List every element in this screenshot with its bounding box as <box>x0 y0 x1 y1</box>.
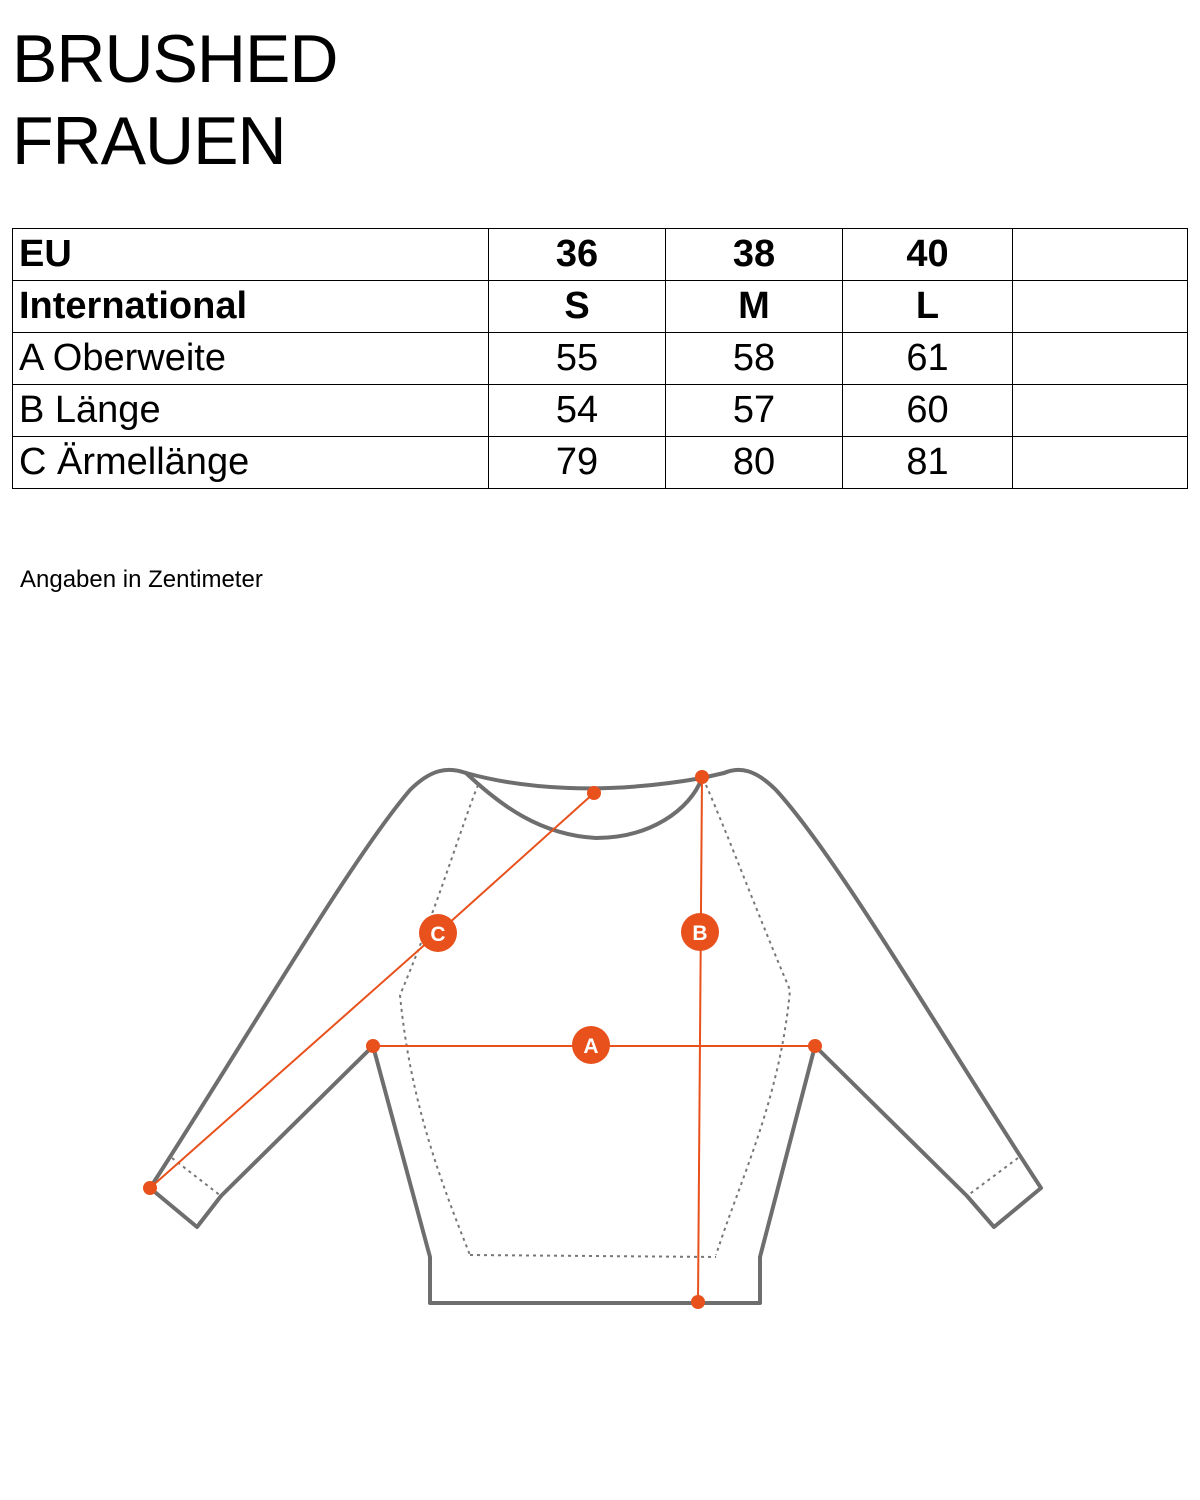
table-row-international <box>13 281 1188 333</box>
cell: 79 <box>489 437 666 489</box>
marker-a-label: A <box>583 1035 599 1058</box>
table-row-eu <box>13 229 1188 281</box>
title-line-2: FRAUEN <box>12 103 286 179</box>
title-line-1: BRUSHED <box>12 21 338 97</box>
cell: 55 <box>489 333 666 385</box>
cell: 60 <box>843 385 1013 437</box>
cell <box>1013 229 1188 281</box>
cell: 61 <box>843 333 1013 385</box>
measure-line-c <box>150 793 594 1188</box>
endpoint-dot <box>695 770 709 784</box>
cell: 58 <box>666 333 843 385</box>
endpoint-dot <box>366 1039 380 1053</box>
row-label: International <box>13 281 489 333</box>
endpoint-dot <box>808 1039 822 1053</box>
cell <box>1013 333 1188 385</box>
cell: L <box>843 281 1013 333</box>
seam-lines <box>172 785 1018 1257</box>
marker-b-label: B <box>692 922 708 945</box>
measure-line-b <box>698 777 702 1302</box>
cell: 80 <box>666 437 843 489</box>
table-row-oberweite <box>13 333 1188 385</box>
cell: 36 <box>489 229 666 281</box>
cell: 38 <box>666 229 843 281</box>
cell <box>1013 437 1188 489</box>
row-label: C Ärmellänge <box>13 437 489 489</box>
marker-c-label: C <box>430 923 446 946</box>
endpoint-dot <box>691 1295 705 1309</box>
marker-b <box>681 913 719 951</box>
endpoint-dot <box>587 786 601 800</box>
cell: 54 <box>489 385 666 437</box>
table-row-laenge <box>13 385 1188 437</box>
cell: M <box>666 281 843 333</box>
marker-a <box>572 1026 610 1064</box>
units-note: Angaben in Zentimeter <box>20 566 263 593</box>
row-label: B Länge <box>13 385 489 437</box>
cell: 40 <box>843 229 1013 281</box>
measurement-lines <box>150 777 815 1302</box>
cell <box>1013 281 1188 333</box>
table-row-aermellaenge <box>13 437 1188 489</box>
cell: 81 <box>843 437 1013 489</box>
sweater-measurement-diagram <box>0 700 1200 1400</box>
size-table <box>12 228 1188 489</box>
marker-c <box>419 914 457 952</box>
row-label: A Oberweite <box>13 333 489 385</box>
cell: 57 <box>666 385 843 437</box>
cell <box>1013 385 1188 437</box>
row-label: EU <box>13 229 489 281</box>
cell: S <box>489 281 666 333</box>
endpoint-dot <box>143 1181 157 1195</box>
page-title <box>12 18 338 182</box>
